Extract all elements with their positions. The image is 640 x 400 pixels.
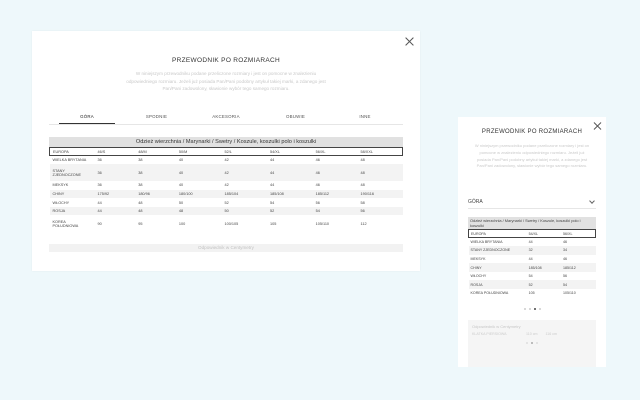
table-cell: 44: [528, 256, 533, 261]
table-cell: 100: [178, 221, 186, 226]
table-cell: 38: [138, 158, 143, 163]
table-row: [469, 255, 596, 264]
header-size: 48/M: [135, 148, 176, 156]
table-cell: 190/116: [358, 190, 403, 199]
pagination-dot[interactable]: [539, 308, 541, 310]
table-cell: 38: [138, 183, 143, 188]
cell: 116 cm: [545, 332, 558, 336]
header-size: 52/L: [221, 148, 267, 156]
pagination-dots: [458, 308, 606, 310]
table-cell: 46: [563, 256, 568, 261]
close-icon[interactable]: [405, 37, 414, 46]
table-cell: 48: [176, 207, 222, 216]
table-cell: 48: [358, 164, 403, 181]
header-size: 56/XL: [313, 148, 358, 156]
intro-text: W niniejszym przewodniku podane przeliczone rozmiary i jest on pomocne w znalezieniu odpowiedniego rozmiaru. Jeżeli już posiada Pan/Pani podobny artykuł takiej marki, a zdanego jest Pan/Pani zadowolony, sławionie wybór tego samego rozmiaru.: [126, 71, 326, 92]
table-cell: 46: [315, 158, 320, 163]
table-row: [50, 156, 403, 165]
chevron-down-icon: [589, 198, 595, 204]
row-label: ROSJA: [469, 280, 527, 289]
centimeters-section-header[interactable]: Odpowiednik w Centymetry: [49, 244, 403, 252]
table-cell: 54: [561, 280, 595, 289]
table-row: [50, 164, 403, 181]
table-cell: 95: [138, 221, 143, 226]
table-cell: 58: [360, 200, 365, 205]
table-row: [50, 215, 403, 232]
centimeters-row: [472, 332, 592, 336]
table-cell: 112: [360, 221, 367, 226]
table-cell: 52: [224, 200, 229, 205]
table-cell: 56: [315, 200, 320, 205]
table-row: [50, 181, 403, 190]
tab-inne[interactable]: INNE: [359, 114, 371, 119]
table-cell: 42: [224, 158, 229, 163]
row-label: KOREA POŁUDNIOWA: [52, 219, 79, 228]
table-cell: 105/110: [563, 291, 576, 296]
table-cell: 105/110: [315, 221, 330, 226]
table-cell: 105: [528, 291, 535, 296]
table-cell: 185/104: [221, 190, 267, 199]
table-cell: 185/108: [527, 263, 561, 272]
table-header-row: [469, 230, 596, 238]
table-cell: 175/92: [95, 190, 136, 199]
intro-text: W niniejszym przewodniku podane przeliczone rozmiary i jest on pomocne w znalezieniu odpowiedniego rozmiaru. Jeżeli już posiada Pan/Pani podobny artykuł takiej marki, a zdanego jest Pan/Pani zadowolony, sławionie wybór tego samego rozmiaru.: [474, 143, 590, 169]
table-cell: 56: [563, 274, 568, 279]
pagination-dot[interactable]: [536, 342, 538, 344]
table-cell: 40: [178, 158, 184, 163]
table-cell: 44: [97, 200, 102, 205]
table-row: [469, 272, 596, 281]
table-cell: 52: [267, 207, 313, 216]
size-table: [468, 217, 596, 298]
row-label: WIELKA BRYTANIA: [52, 158, 87, 163]
centimeters-title: Odpowiednik w Centymetry: [472, 324, 521, 329]
row-label: CHINY: [50, 190, 95, 199]
table-header-row: [50, 148, 403, 156]
table-cell: 44: [267, 164, 313, 181]
table-row: [50, 207, 403, 216]
table-cell: 48: [360, 158, 365, 163]
row-label: KOREA POŁUDNIOWA: [470, 291, 509, 296]
row-label: KLATKA PIERSIOWA: [472, 332, 507, 336]
table-cell: 48: [135, 207, 176, 216]
table-cell: 50: [178, 200, 184, 205]
pagination-dot[interactable]: [529, 308, 531, 310]
table-row: [50, 190, 403, 199]
header-size: 58/XXL: [358, 148, 403, 156]
tab-obuwie[interactable]: OBUWIE: [285, 114, 305, 119]
table-cell: 32: [527, 246, 561, 255]
table-cell: 36: [95, 164, 136, 181]
row-label: STANY ZJEDNOCZONE: [50, 164, 95, 181]
pagination-dot[interactable]: [534, 308, 536, 310]
header-size: 54/XL: [527, 230, 561, 238]
category-tabs: [49, 112, 403, 125]
table-cell: 38: [135, 164, 176, 181]
table-cell: 90: [97, 221, 102, 226]
table-cell: 44: [270, 158, 275, 163]
row-label: ROSJA: [50, 207, 95, 216]
tab-gora[interactable]: GÓRA: [59, 112, 115, 124]
header-size: 54/XL: [267, 148, 313, 156]
table-cell: 105: [270, 221, 277, 226]
header-size: 50/M: [176, 148, 222, 156]
table-cell: 46: [315, 183, 320, 188]
table-cell: 44: [95, 207, 136, 216]
pagination-dot[interactable]: [524, 308, 526, 310]
table-cell: 46: [563, 240, 568, 245]
tab-spodnie[interactable]: SPODNIE: [145, 114, 168, 119]
row-label: WIELKA BRYTANIA: [470, 240, 503, 245]
header-region: EUROPA: [469, 230, 527, 238]
table-cell: 40: [178, 183, 184, 188]
pagination-dot[interactable]: [531, 342, 533, 344]
table-cell: 54: [528, 274, 533, 279]
row-label: MEKSYK: [52, 183, 69, 188]
header-size: 46/S: [95, 148, 136, 156]
table-cell: 54: [270, 200, 275, 205]
table-cell: 42: [221, 164, 267, 181]
pagination-dot[interactable]: [526, 342, 528, 344]
table-cell: 42: [224, 183, 229, 188]
cell: 110 cm: [526, 332, 538, 336]
size-table: [49, 137, 403, 232]
table-row: [469, 246, 596, 255]
row-label: MEKSYK: [470, 256, 486, 261]
table-cell: 34: [561, 246, 595, 255]
table-cell: 185/112: [313, 190, 358, 199]
pagination-dots: [472, 342, 592, 344]
accordion-label: GÓRA: [468, 199, 483, 205]
size-guide-modal-desktop: [32, 31, 420, 271]
table-cell: 36: [97, 183, 102, 188]
table-cell: 48: [360, 183, 365, 188]
table-cell: 180/100: [176, 190, 222, 199]
row-label: CHINY: [469, 263, 527, 272]
table-row: [50, 198, 403, 207]
table-cell: 180/96: [135, 190, 176, 199]
centimeters-section: [468, 320, 596, 367]
header-region: EUROPA: [50, 148, 95, 156]
table-cell: 185/112: [561, 263, 595, 272]
table-cell: 36: [97, 158, 102, 163]
table-cell: 54: [313, 207, 358, 216]
table-row: [469, 238, 596, 247]
table-cell: 50: [221, 207, 267, 216]
header-size: 56/XL: [561, 230, 595, 238]
tab-akcesoria[interactable]: AKCESORIA: [212, 114, 240, 119]
size-guide-modal-mobile: [458, 117, 606, 367]
table-cell: 52: [527, 280, 561, 289]
table-cell: 44: [528, 240, 533, 245]
category-accordion[interactable]: [468, 195, 596, 209]
table-cell: 46: [313, 164, 358, 181]
table-caption: Odzież wierzchnia / Marynarki / Swetry / Koszule, koszulki polo i koszulki: [468, 217, 596, 229]
table-cell: 100/105: [224, 221, 239, 226]
table-caption: Odzież wierzchnia / Marynarki / Swetry / Koszule, koszulki polo i koszulki: [49, 137, 403, 147]
table-cell: 40: [176, 164, 222, 181]
row-label: WŁOCHY: [470, 274, 487, 279]
table-cell: 48: [138, 200, 143, 205]
table-cell: 185/108: [267, 190, 313, 199]
table-row: [469, 289, 596, 298]
row-label: WŁOCHY: [52, 200, 70, 205]
table-cell: 44: [270, 183, 275, 188]
table-row: [469, 263, 596, 272]
modal-title: PRZEWODNIK PO ROZMIARACH: [172, 57, 280, 64]
row-label: STANY ZJEDNOCZONE: [469, 246, 527, 255]
table-row: [469, 280, 596, 289]
modal-title: PRZEWODNIK PO ROZMIARACH: [481, 129, 583, 135]
table-cell: 56: [358, 207, 403, 216]
